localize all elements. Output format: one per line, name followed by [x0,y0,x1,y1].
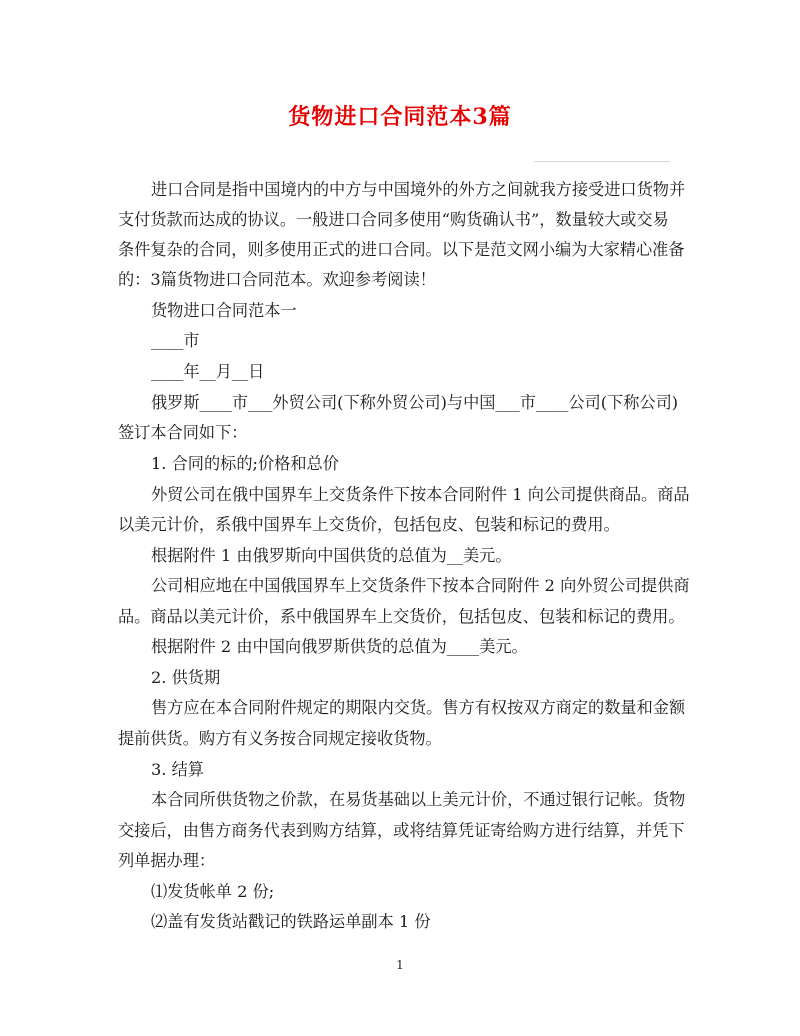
paragraph-line: 支付货款而达成的协议。一般进口合同多使用“购货确认书”，数量较大或交易 [118,210,669,229]
section-heading: 货物进口合同范本一 [151,301,297,320]
clause-heading: 3. 结算 [151,760,204,779]
paragraph-line: 的：3篇货物进口合同范本。欢迎参考阅读！ [118,270,436,289]
paragraph-line: 售方应在本合同附件规定的期限内交货。售方有权按双方商定的数量和金额 [151,698,686,717]
document-title: 货物进口合同范本3篇 [288,104,512,130]
paragraph-line: ____年__月__日 [151,362,265,381]
clause-heading: 1. 合同的标的;价格和总价 [151,454,339,473]
clause-heading: 2. 供货期 [151,668,221,687]
list-item: ⑴发货帐单 2 份; [151,882,275,901]
paragraph-line: 品。商品以美元计价，系中俄国界车上交货价，包括包皮、包装和标记的费用。 [118,607,685,626]
paragraph-line: 列单据办理： [118,851,216,870]
paragraph-line: 以美元计价，系俄中国界车上交货价，包括包皮、包装和标记的费用。 [118,515,620,534]
divider-line [534,161,670,162]
paragraph-line: 条件复杂的合同，则多使用正式的进口合同。以下是范文网小编为大家精心准备 [118,240,685,259]
paragraph-line: 交接后，由售方商务代表到购方结算，或将结算凭证寄给购方进行结算，并凭下 [118,821,685,840]
list-item: ⑵盖有发货站戳记的铁路运单副本 1 份 [151,912,431,931]
paragraph-line: 俄罗斯____市___外贸公司(下称外贸公司)与中国___市____公司(下称公司) [151,393,679,412]
paragraph-line: 根据附件 1 由俄罗斯向中国供货的总值为__美元。 [151,546,512,565]
paragraph-line: 公司相应地在中国俄国界车上交货条件下按本合同附件 2 向外贸公司提供商 [151,576,690,595]
paragraph-line: 外贸公司在俄中国界车上交货条件下按本合同附件 1 向公司提供商品。商品 [151,485,690,504]
paragraph-line: 提前供货。购方有义务按合同规定接收货物。 [118,729,442,748]
paragraph-line: ____市 [151,331,200,350]
paragraph-line: 根据附件 2 由中国向俄罗斯供货的总值为____美元。 [151,637,528,656]
paragraph-line: 进口合同是指中国境内的中方与中国境外的外方之间就我方接受进口货物并 [151,180,686,199]
page-number: 1 [396,958,404,972]
paragraph-line: 本合同所供货物之价款，在易货基础以上美元计价，不通过银行记帐。货物 [151,790,686,809]
paragraph-line: 签订本合同如下： [118,423,248,442]
